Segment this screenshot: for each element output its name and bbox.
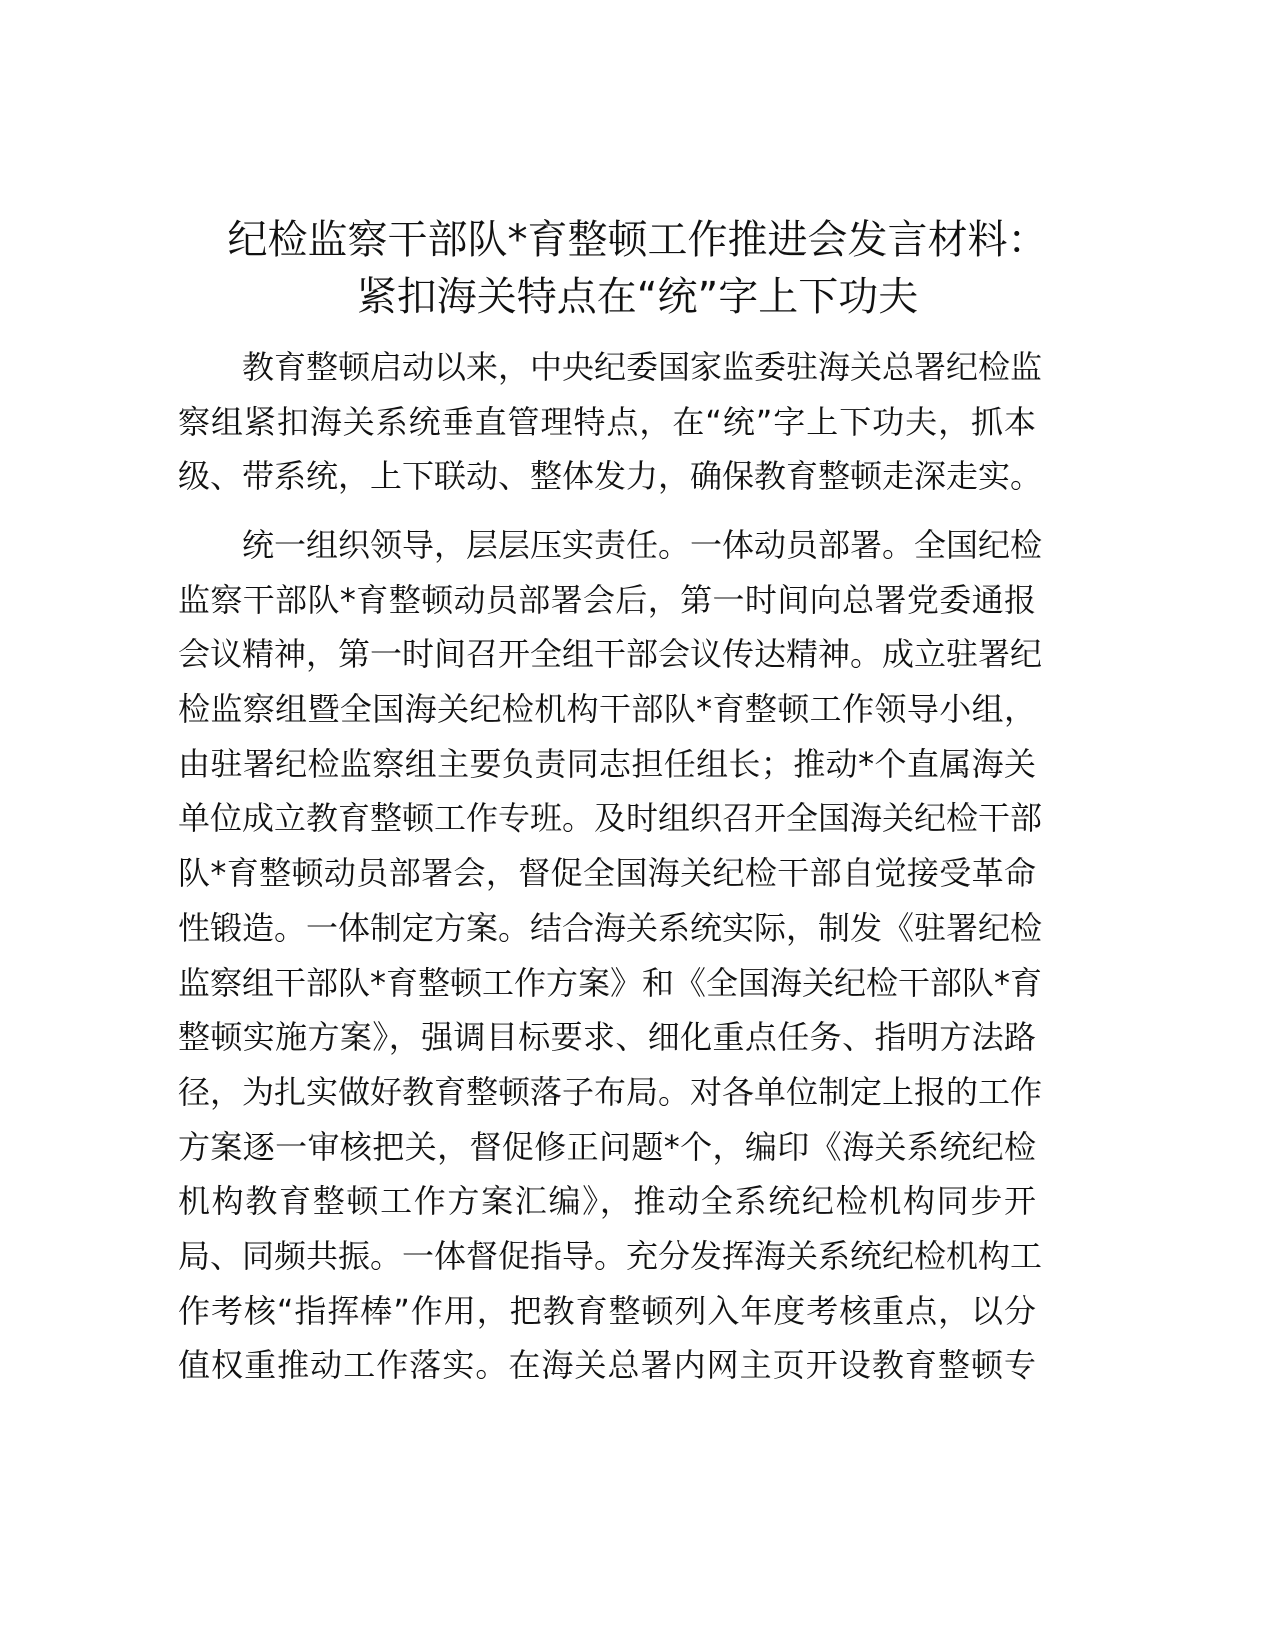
text-line: 会议精神，第一时间召开全组干部会议传达精神。成立驻署纪 <box>178 635 1043 674</box>
document-title <box>150 212 1125 326</box>
text-line: 机构教育整顿工作方案汇编》，推动全系统纪检机构同步开 <box>178 1182 1036 1221</box>
text-line: 值权重推动工作落实。在海关总署内网主页开设教育整顿专 <box>178 1346 1036 1385</box>
text-line: 检监察组暨全国海关纪检机构干部队*育整顿工作领导小组， <box>178 690 1036 729</box>
title-line-1: 纪检监察干部队*育整顿工作推进会发言材料： <box>227 217 1048 263</box>
text-line: 监察组干部队*育整顿工作方案》和《全国海关纪检干部队*育 <box>178 963 1043 1002</box>
title-line-2: 紧扣海关特点在“统”字上下功夫 <box>356 274 919 320</box>
text-line: 径，为扎实做好教育整顿落子布局。对各单位制定上报的工作 <box>178 1072 1043 1111</box>
text-line: 队*育整顿动员部署会，督促全国海关纪检干部自觉接受革命 <box>178 854 1036 893</box>
text-line: 局、同频共振。一体督促指导。充分发挥海关系统纪检机构工 <box>178 1236 1043 1275</box>
text-line: 监察干部队*育整顿动员部署会后，第一时间向总署党委通报 <box>178 580 1036 619</box>
text-line: 级、带系统，上下联动、整体发力，确保教育整顿走深走实。 <box>178 457 1043 496</box>
text-line: 教育整顿启动以来，中央纪委国家监委驻海关总署纪检监 <box>242 348 1043 386</box>
text-line: 由驻署纪检监察组主要负责同志担任组长；推动*个直属海关 <box>178 744 1036 783</box>
text-line: 性锻造。一体制定方案。结合海关系统实际，制发《驻署纪检 <box>178 908 1043 947</box>
text-line: 察组紧扣海关系统垂直管理特点，在“统”字上下功夫，抓本 <box>178 402 1036 441</box>
text-line: 方案逐一审核把关，督促修正问题*个，编印《海关系统纪检 <box>178 1127 1036 1166</box>
text-line: 单位成立教育整顿工作专班。及时组织召开全国海关纪检干部 <box>178 799 1043 838</box>
paragraph-intro <box>178 340 1043 504</box>
text-line: 作考核“指挥棒”作用，把教育整顿列入年度考核重点，以分 <box>178 1291 1036 1330</box>
text-line: 统一组织领导，层层压实责任。一体动员部署。全国纪检 <box>242 526 1043 564</box>
paragraph-organization <box>178 518 1043 1393</box>
text-line: 整顿实施方案》，强调目标要求、细化重点任务、指明方法路 <box>178 1018 1036 1057</box>
